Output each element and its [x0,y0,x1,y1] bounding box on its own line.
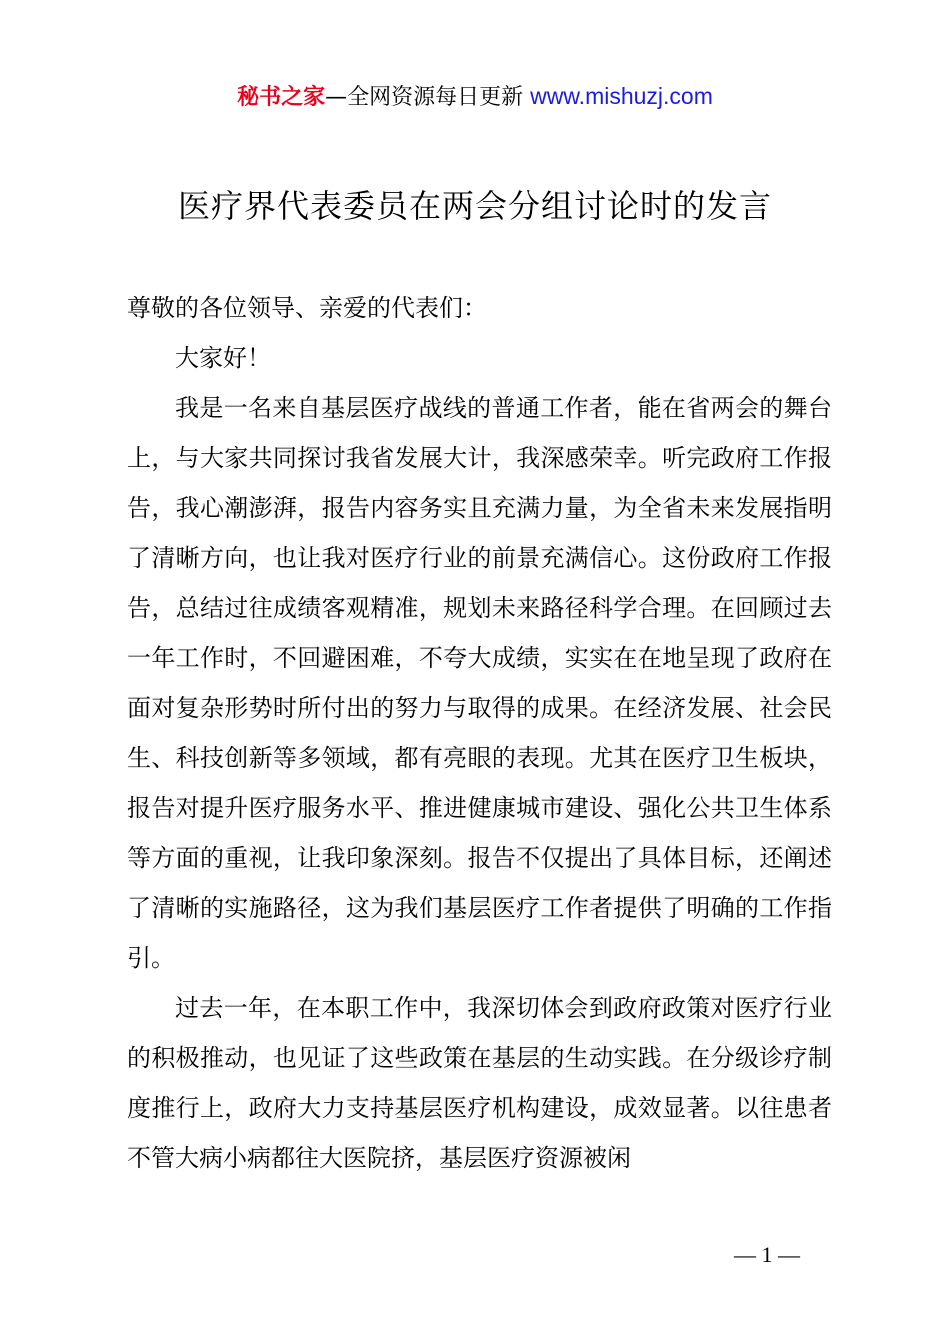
greeting: 大家好！ [175,344,271,372]
brand-name: 秘书之家 [237,85,326,110]
document-body [127,283,832,1183]
page-number: — 1 — [734,1242,800,1267]
document-title: 医疗界代表委员在两会分组讨论时的发言 [177,187,772,225]
body-paragraph: 我是一名来自基层医疗战线的普通工作者，能在省两会的舞台上，与大家共同探讨我省发展大计，我深感荣幸。听完政府工作报告，我心潮澎湃，报告内容务实且充满力量，为全省未来发展指明了清晰方向，也让我对医疗行业的前景充满信心。这份政府工作报告，总结过往成绩客观精准，规划未来路径科学合理。在回顾过去一年工作时，不回避困难，不夸大成绩，实实在在地呈现了政府在面对复杂形势时所付出的努力与取得的成果。在经济发展、社会民生、科技创新等多领域，都有亮眼的表现。尤其在医疗卫生板块，报告对提升医疗服务水平、推进健康城市建设、强化公共卫生体系等方面的重视，让我印象深刻。报告不仅提出了具体目标，还阐述了清晰的实施路径，这为我们基层医疗工作者提供了明确的工作指引。 [127,394,832,972]
site-url-link[interactable]: www.mishuzj.com [530,83,713,109]
body-paragraph: 过去一年，在本职工作中，我深切体会到政府政策对医疗行业的积极推动，也见证了这些政策在基层的生动实践。在分级诊疗制度推行上，政府大力支持基层医疗机构建设，成效显著。以往患者不管大病小病都往大医院挤，基层医疗资源被闲 [127,994,832,1172]
site-header [0,80,950,114]
header-tagline: —全网资源每日更新 [325,85,531,110]
salutation: 尊敬的各位领导、亲爱的代表们： [127,294,487,322]
